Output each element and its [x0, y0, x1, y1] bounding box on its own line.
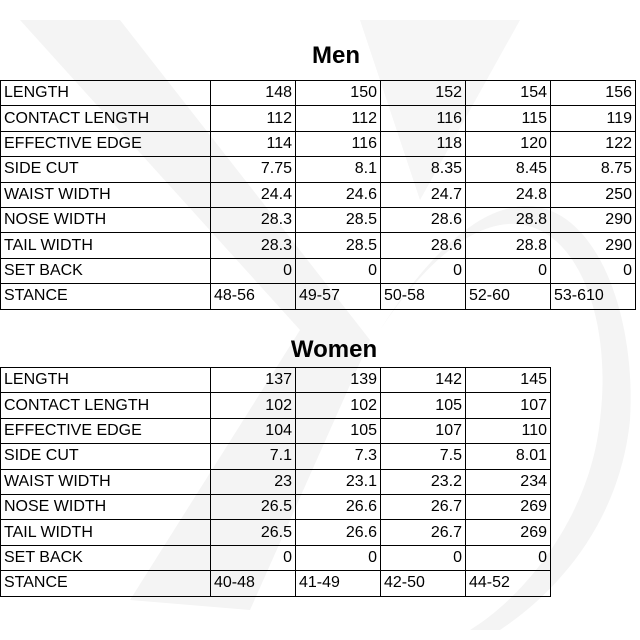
- table-row: [1, 393, 551, 418]
- table-row: [1, 233, 636, 258]
- table-cell: 269: [466, 520, 551, 545]
- table-row: [1, 131, 636, 156]
- row-label: CONTACT LENGTH: [1, 393, 211, 418]
- table-cell: 290: [551, 233, 636, 258]
- row-label: STANCE: [1, 284, 211, 309]
- table-cell: 115: [466, 106, 551, 131]
- table-cell: 7.3: [296, 444, 381, 469]
- row-label: NOSE WIDTH: [1, 494, 211, 519]
- table-cell: 114: [211, 131, 296, 156]
- table-cell: 23.1: [296, 469, 381, 494]
- table-cell: 24.6: [296, 182, 381, 207]
- table-cell: 24.4: [211, 182, 296, 207]
- men-spec-table: [0, 80, 636, 310]
- table-cell: 53-610: [551, 284, 636, 309]
- row-label: TAIL WIDTH: [1, 520, 211, 545]
- table-cell: 116: [296, 131, 381, 156]
- row-label: WAIST WIDTH: [1, 182, 211, 207]
- table-row: [1, 444, 551, 469]
- table-cell: 102: [211, 393, 296, 418]
- table-cell: 0: [211, 258, 296, 283]
- table-cell: 107: [381, 418, 466, 443]
- table-cell: 137: [211, 368, 296, 393]
- row-label: STANCE: [1, 571, 211, 596]
- table-cell: 26.5: [211, 494, 296, 519]
- table-cell: 0: [296, 258, 381, 283]
- row-label: EFFECTIVE EDGE: [1, 131, 211, 156]
- table-cell: 28.6: [381, 207, 466, 232]
- table-cell: 48-56: [211, 284, 296, 309]
- table-cell: 26.6: [296, 520, 381, 545]
- table-row: [1, 157, 636, 182]
- row-label: LENGTH: [1, 81, 211, 106]
- table-cell: 26.5: [211, 520, 296, 545]
- table-cell: 28.6: [381, 233, 466, 258]
- table-cell: 26.7: [381, 494, 466, 519]
- table-cell: 28.3: [211, 207, 296, 232]
- row-label: SET BACK: [1, 258, 211, 283]
- table-cell: 112: [296, 106, 381, 131]
- table-row: [1, 494, 551, 519]
- table-cell: 8.1: [296, 157, 381, 182]
- table-cell: 148: [211, 81, 296, 106]
- table-cell: 24.8: [466, 182, 551, 207]
- women-section-title: Women: [290, 336, 378, 363]
- table-row: [1, 571, 551, 596]
- table-cell: 23: [211, 469, 296, 494]
- table-cell: 104: [211, 418, 296, 443]
- table-cell: 7.1: [211, 444, 296, 469]
- table-row: [1, 520, 551, 545]
- row-label: EFFECTIVE EDGE: [1, 418, 211, 443]
- table-cell: 28.8: [466, 233, 551, 258]
- table-cell: 105: [296, 418, 381, 443]
- table-cell: 28.3: [211, 233, 296, 258]
- table-cell: 250: [551, 182, 636, 207]
- table-cell: 120: [466, 131, 551, 156]
- table-cell: 50-58: [381, 284, 466, 309]
- table-cell: 41-49: [296, 571, 381, 596]
- table-cell: 122: [551, 131, 636, 156]
- table-row: [1, 258, 636, 283]
- table-cell: 0: [296, 545, 381, 570]
- table-cell: 0: [381, 545, 466, 570]
- table-cell: 107: [466, 393, 551, 418]
- table-cell: 145: [466, 368, 551, 393]
- table-cell: 8.35: [381, 157, 466, 182]
- table-cell: 26.6: [296, 494, 381, 519]
- table-cell: 269: [466, 494, 551, 519]
- table-cell: 44-52: [466, 571, 551, 596]
- table-row: [1, 545, 551, 570]
- men-section-title: Men: [312, 42, 360, 69]
- row-label: WAIST WIDTH: [1, 469, 211, 494]
- row-label: CONTACT LENGTH: [1, 106, 211, 131]
- row-label: SIDE CUT: [1, 157, 211, 182]
- table-cell: 0: [466, 258, 551, 283]
- table-cell: 8.75: [551, 157, 636, 182]
- table-cell: 105: [381, 393, 466, 418]
- table-row: [1, 182, 636, 207]
- table-cell: 290: [551, 207, 636, 232]
- table-cell: 154: [466, 81, 551, 106]
- table-cell: 0: [466, 545, 551, 570]
- table-cell: 28.5: [296, 207, 381, 232]
- row-label: TAIL WIDTH: [1, 233, 211, 258]
- women-spec-table: [0, 367, 551, 597]
- table-cell: 110: [466, 418, 551, 443]
- table-row: [1, 106, 636, 131]
- table-cell: 156: [551, 81, 636, 106]
- table-cell: 28.5: [296, 233, 381, 258]
- table-cell: 0: [211, 545, 296, 570]
- table-cell: 42-50: [381, 571, 466, 596]
- table-cell: 8.01: [466, 444, 551, 469]
- table-cell: 152: [381, 81, 466, 106]
- table-cell: 7.75: [211, 157, 296, 182]
- table-cell: 26.7: [381, 520, 466, 545]
- row-label: SIDE CUT: [1, 444, 211, 469]
- table-cell: 24.7: [381, 182, 466, 207]
- table-cell: 116: [381, 106, 466, 131]
- table-cell: 0: [551, 258, 636, 283]
- table-cell: 139: [296, 368, 381, 393]
- table-row: [1, 368, 551, 393]
- row-label: SET BACK: [1, 545, 211, 570]
- row-label: LENGTH: [1, 368, 211, 393]
- table-cell: 142: [381, 368, 466, 393]
- table-cell: 102: [296, 393, 381, 418]
- table-row: [1, 284, 636, 309]
- table-cell: 7.5: [381, 444, 466, 469]
- table-row: [1, 418, 551, 443]
- table-cell: 40-48: [211, 571, 296, 596]
- table-cell: 23.2: [381, 469, 466, 494]
- table-cell: 52-60: [466, 284, 551, 309]
- table-cell: 119: [551, 106, 636, 131]
- table-cell: 0: [381, 258, 466, 283]
- row-label: NOSE WIDTH: [1, 207, 211, 232]
- table-row: [1, 469, 551, 494]
- table-row: [1, 207, 636, 232]
- table-cell: 112: [211, 106, 296, 131]
- table-cell: 118: [381, 131, 466, 156]
- table-cell: 234: [466, 469, 551, 494]
- table-row: [1, 81, 636, 106]
- table-cell: 150: [296, 81, 381, 106]
- table-cell: 8.45: [466, 157, 551, 182]
- table-cell: 49-57: [296, 284, 381, 309]
- table-cell: 28.8: [466, 207, 551, 232]
